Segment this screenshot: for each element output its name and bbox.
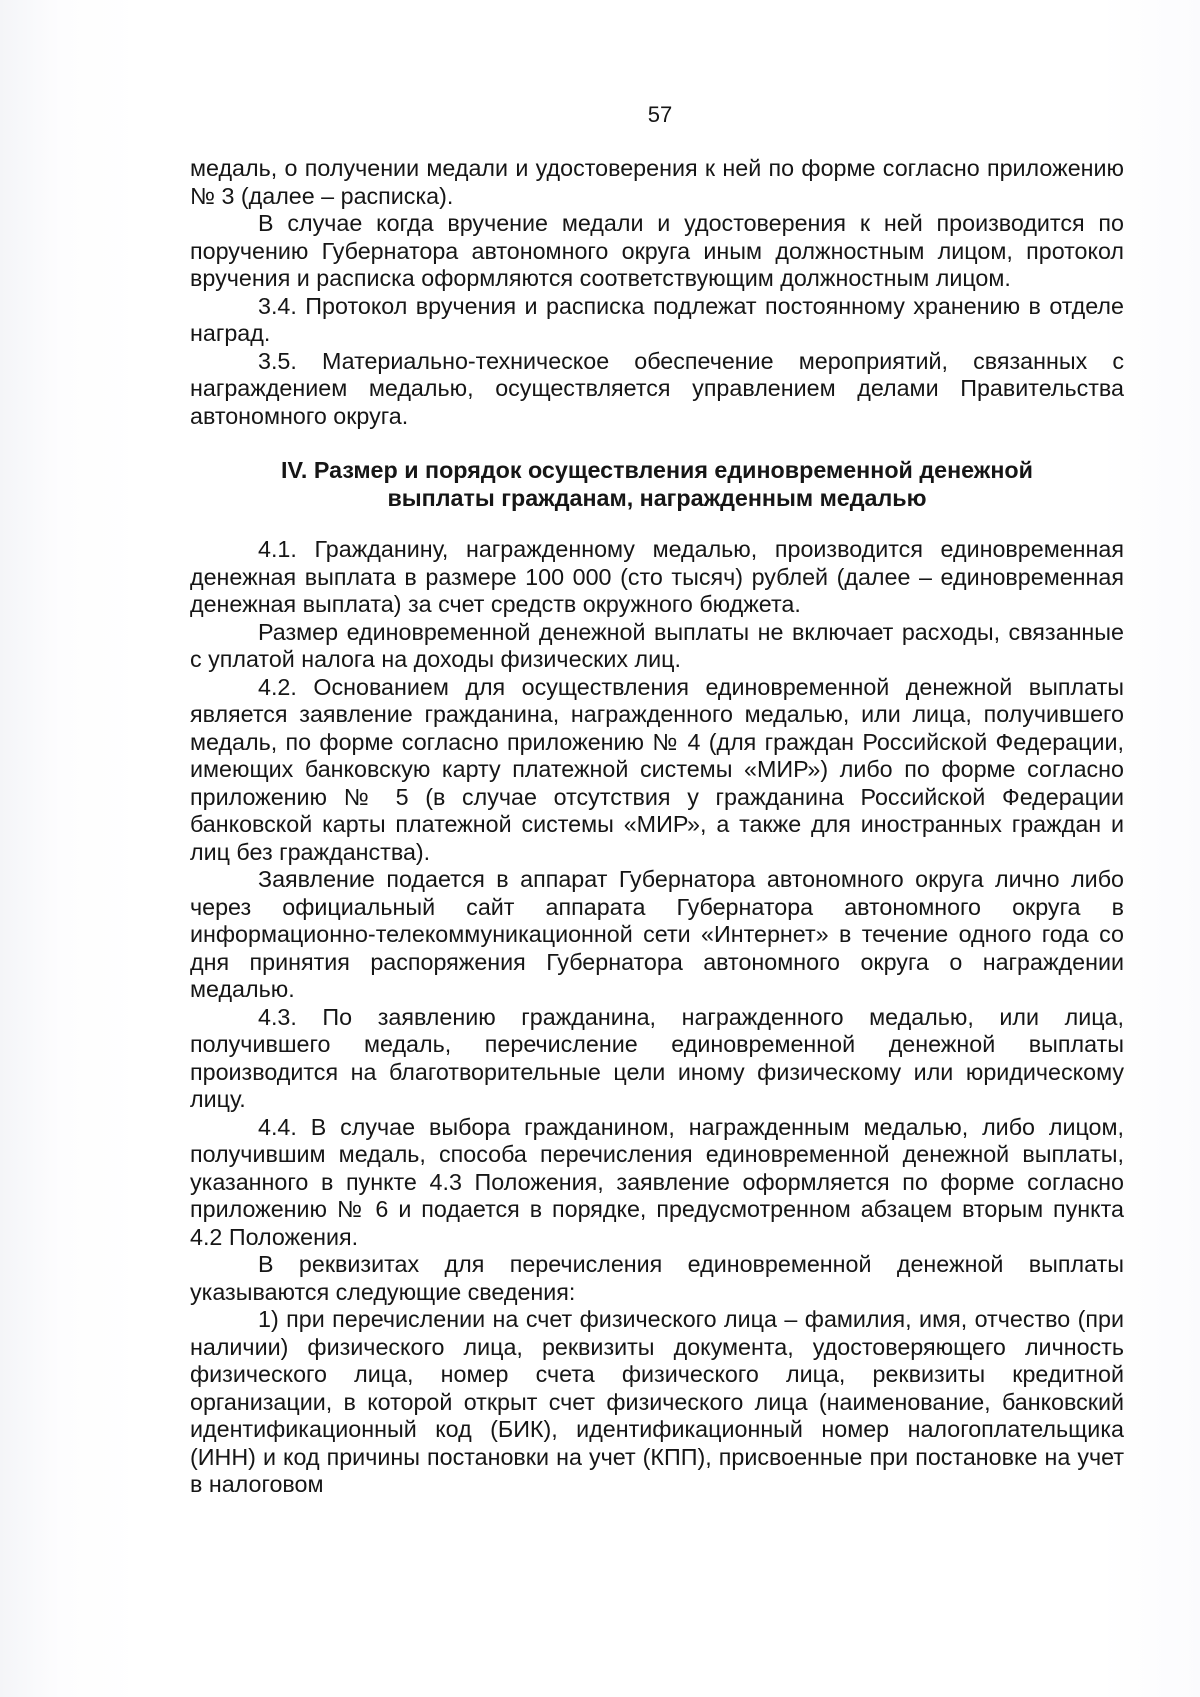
paragraph: 4.4. В случае выбора гражданином, награжденным медалью, либо лицом, получившим медаль, способа перечисления единовременной денежной выплаты, указанного в пункте 4.3 Положения, заявление оформляется по форме согласно приложению № 6 и подается в порядке, предусмотренном абзацем вторым пункта 4.2 Положения. [190, 1113, 1124, 1250]
paragraph: 1) при перечислении на счет физического лица – фамилия, имя, отчество (при наличии) физического лица, реквизиты документа, удостоверяющего личность физического лица, номер счета физического лица, реквизиты кредитной организации, в которой открыт счет физического лица (наименование, банковский идентификационный код (БИК), идентификационный номер налогоплательщика (ИНН) и код причины постановки на учет (КПП), присвоенные при постановке на учет в налоговом [190, 1306, 1124, 1497]
paragraph: медаль, о получении медали и удостоверения к ней по форме согласно приложению № 3 (далее – расписка). [190, 155, 1124, 209]
page-number: 57 [647, 102, 673, 127]
paragraph: Заявление подается в аппарат Губернатора автономного округа лично либо через официальный сайт аппарата Губернатора автономного округа в информационно-телекоммуникационной сети «Интернет» в течение одного года со дня принятия распоряжения Губернатора автономного округа о награждении медалью. [190, 866, 1124, 1002]
paragraphs-after-heading [190, 536, 1124, 1499]
section-heading-line: выплаты гражданам, награжденным медалью [387, 484, 927, 511]
paragraph: 4.1. Гражданину, награжденному медалью, производится единовременная денежная выплата в размере 100 000 (сто тысяч) рублей (далее – единовременная денежная выплата) за счет средств окружного бюджета. [190, 536, 1124, 617]
paragraph: 3.4. Протокол вручения и расписка подлежат постоянному хранению в отделе наград. [190, 292, 1124, 346]
paragraph: В реквизитах для перечисления единовременной денежной выплаты указываются следующие сведения: [190, 1251, 1124, 1305]
section-heading-line: IV. Размер и порядок осуществления единовременной денежной [281, 457, 1033, 483]
paragraph: В случае когда вручение медали и удостоверения к ней производится по поручению Губернатора автономного округа иным должностным лицом, протокол вручения и расписка оформляются соответствующим должностным лицом. [190, 210, 1124, 291]
paragraph: Размер единовременной денежной выплаты не включает расходы, связанные с уплатой налога на доходы физических лиц. [190, 618, 1124, 672]
paragraph: 4.2. Основанием для осуществления единовременной денежной выплаты является заявление гражданина, награжденного медалью, или лица, получившего медаль, по форме согласно приложению № 4 (для граждан Российской Федерации, имеющих банковскую карту платежной системы «МИР») либо по форме согласно приложению № 5 (в случае отсутствия у гражданина Российской Федерации банковской карты платежной системы «МИР», а также для иностранных граждан и лиц без гражданства). [190, 673, 1124, 865]
document-body [190, 155, 1124, 1499]
paragraph: 4.3. По заявлению гражданина, награжденного медалью, или лица, получившего медаль, перечисление единовременной денежной выплаты производится на благотворительные цели иному физическому или юридическому лицу. [190, 1003, 1124, 1112]
paragraph: 3.5. Материально-техническое обеспечение мероприятий, связанных с награждением медалью, осуществляется управлением делами Правительства автономного округа. [190, 347, 1124, 429]
section-heading [190, 457, 1124, 512]
paragraphs-before-heading [190, 155, 1124, 430]
